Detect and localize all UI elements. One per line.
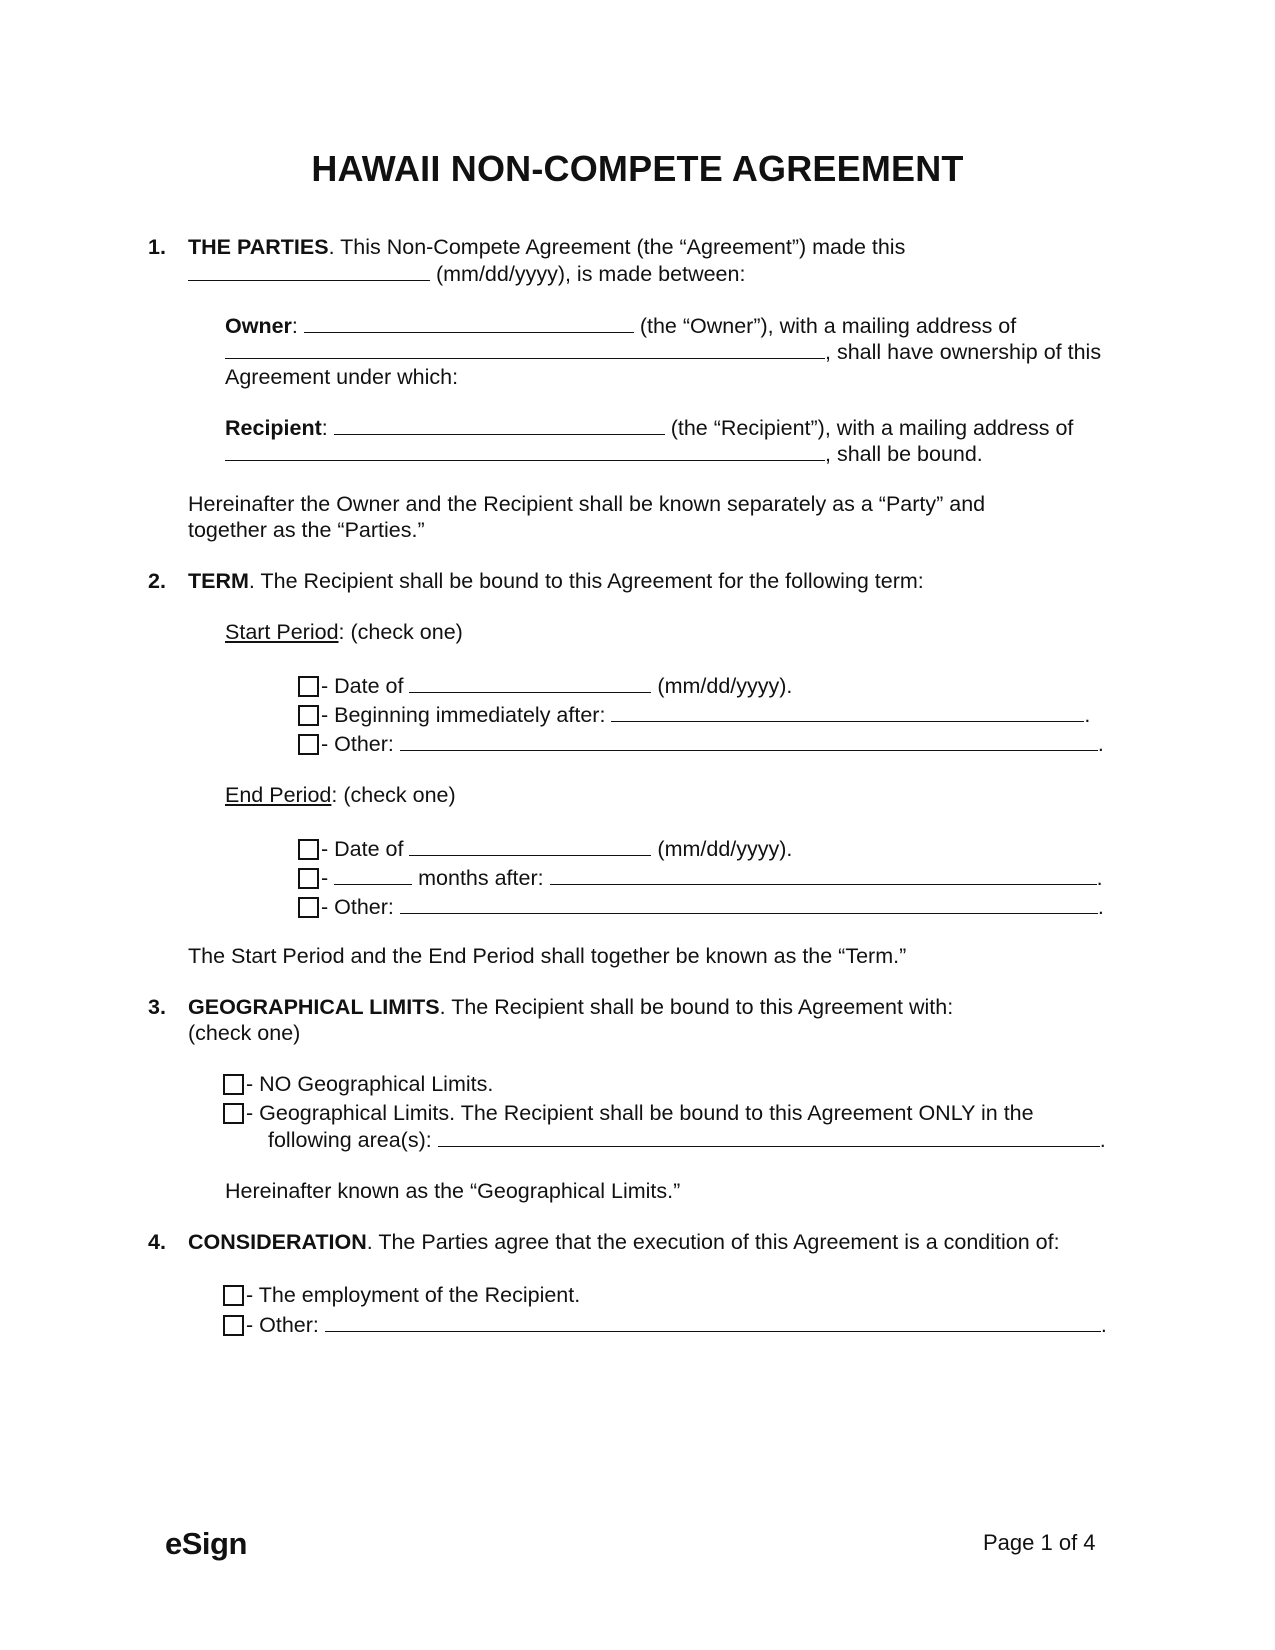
section-1-intro <box>188 234 905 260</box>
end-date-label: - Date of <box>321 837 410 861</box>
end-months-label: months after: <box>412 866 550 890</box>
end-months-count-field[interactable] <box>334 864 412 885</box>
section-4-intro <box>188 1229 1060 1255</box>
parties-definition-line2: together as the “Parties.” <box>188 518 425 542</box>
consideration-other-label: - Other: <box>246 1313 325 1337</box>
employment-checkbox[interactable] <box>223 1285 244 1306</box>
recipient-address-field[interactable] <box>225 440 825 461</box>
geo-area-label: following area(s): <box>268 1128 438 1152</box>
document-title: HAWAII NON-COMPETE AGREEMENT <box>311 148 964 189</box>
page-number: Page 1 of 4 <box>983 1530 1096 1555</box>
geo-none-label: - NO Geographical Limits. <box>246 1072 494 1096</box>
geo-limits-checkbox[interactable] <box>223 1103 244 1124</box>
end-other-field[interactable] <box>400 893 1098 914</box>
geo-limits-label: - Geographical Limits. The Recipient shall be bound to this Agreement ONLY in the <box>246 1101 1034 1125</box>
start-after-label: - Beginning immediately after: <box>321 703 612 727</box>
owner-address-row <box>225 338 1101 365</box>
recipient-label: Recipient <box>225 416 322 440</box>
recipient-address-row <box>225 440 983 467</box>
end-date-format: (mm/dd/yyyy). <box>651 837 793 861</box>
period-mark: . <box>1100 1313 1107 1337</box>
consideration-option-employment <box>223 1282 580 1308</box>
owner-ownership-text: , shall have ownership of this <box>825 340 1102 364</box>
owner-label: Owner <box>225 314 292 338</box>
start-date-label: - Date of <box>321 674 410 698</box>
start-date-format: (mm/dd/yyyy). <box>651 674 793 698</box>
recipient-bound-text: , shall be bound. <box>825 442 983 466</box>
section-1-intro-text: . This Non-Compete Agreement (the “Agreement”) made this <box>328 235 906 259</box>
section-2-heading: TERM <box>188 569 249 593</box>
section-1-number: 1. <box>148 235 166 259</box>
recipient-suffix: (the “Recipient”), with a mailing address of <box>664 416 1074 440</box>
owner-suffix: (the “Owner”), with a mailing address of <box>633 314 1017 338</box>
agreement-date-field[interactable] <box>188 260 430 281</box>
section-2-number: 2. <box>148 569 166 593</box>
esign-logo: eSign <box>165 1526 247 1561</box>
section-3-intro <box>188 994 953 1020</box>
start-option-after <box>298 701 1090 728</box>
end-option-date <box>298 835 792 862</box>
period-mark: . <box>1096 866 1103 890</box>
consideration-option-other <box>223 1311 1107 1338</box>
end-other-checkbox[interactable] <box>298 897 319 918</box>
geo-area-field[interactable] <box>438 1126 1100 1147</box>
section-4-number: 4. <box>148 1230 166 1254</box>
section-1-heading: THE PARTIES <box>188 235 329 259</box>
period-mark: . <box>1099 1128 1106 1152</box>
section-4-heading: CONSIDERATION <box>188 1230 367 1254</box>
geo-option-none <box>223 1071 493 1097</box>
end-months-after-field[interactable] <box>550 864 1097 885</box>
term-definition: The Start Period and the End Period shall together be known as the “Term.” <box>188 944 907 968</box>
geo-option-limits <box>223 1100 1034 1126</box>
period-mark: . <box>1097 732 1104 756</box>
section-3-check-one: (check one) <box>188 1021 301 1045</box>
recipient-row: Recipient: (the “Recipient”), with a mailing address of <box>225 416 1074 440</box>
start-option-other <box>298 730 1104 757</box>
start-option-date <box>298 672 792 699</box>
owner-line3: Agreement under which: <box>225 365 459 389</box>
period-mark: . <box>1084 703 1091 727</box>
geo-definition: Hereinafter known as the “Geographical Limits.” <box>225 1179 681 1203</box>
end-months-checkbox[interactable] <box>298 868 319 889</box>
section-3-number: 3. <box>148 995 166 1019</box>
parties-definition-line1: Hereinafter the Owner and the Recipient shall be known separately as a “Party” and <box>188 492 986 516</box>
consideration-other-checkbox[interactable] <box>223 1315 244 1336</box>
start-other-checkbox[interactable] <box>298 734 319 755</box>
geo-none-checkbox[interactable] <box>223 1074 244 1095</box>
consideration-other-field[interactable] <box>325 1311 1101 1332</box>
period-mark: . <box>1097 895 1104 919</box>
geo-area-row <box>268 1126 1106 1153</box>
start-date-checkbox[interactable] <box>298 676 319 697</box>
owner-address-field[interactable] <box>225 338 825 359</box>
start-other-field[interactable] <box>400 730 1098 751</box>
section-4-intro-text: . The Parties agree that the execution of this Agreement is a condition of: <box>366 1230 1060 1254</box>
agreement-date-row <box>188 260 745 287</box>
section-2-intro <box>188 568 924 594</box>
section-3-heading: GEOGRAPHICAL LIMITS <box>188 995 440 1019</box>
end-other-label: - Other: <box>321 895 400 919</box>
agreement-date-suffix: (mm/dd/yyyy), is made between: <box>430 262 746 286</box>
section-2-intro-text: . The Recipient shall be bound to this Agreement for the following term: <box>248 569 924 593</box>
owner-row: Owner: (the “Owner”), with a mailing address of <box>225 314 1017 338</box>
end-option-other <box>298 893 1104 920</box>
start-period-label: Start Period <box>225 620 339 644</box>
recipient-name-field[interactable] <box>334 414 665 435</box>
end-date-field[interactable] <box>409 835 651 856</box>
start-after-field[interactable] <box>611 701 1084 722</box>
start-after-checkbox[interactable] <box>298 705 319 726</box>
end-check-one: : (check one) <box>331 783 456 807</box>
end-period-label: End Period <box>225 783 332 807</box>
start-date-field[interactable] <box>409 672 651 693</box>
end-period-heading <box>225 782 456 808</box>
section-3-intro-text: . The Recipient shall be bound to this Agreement with: <box>439 995 954 1019</box>
start-other-label: - Other: <box>321 732 400 756</box>
end-option-months <box>298 864 1103 891</box>
employment-label: - The employment of the Recipient. <box>246 1283 581 1307</box>
end-months-dash: - <box>321 866 335 890</box>
start-check-one: : (check one) <box>338 620 463 644</box>
start-period-heading <box>225 619 463 645</box>
owner-name-field[interactable] <box>304 312 634 333</box>
end-date-checkbox[interactable] <box>298 839 319 860</box>
